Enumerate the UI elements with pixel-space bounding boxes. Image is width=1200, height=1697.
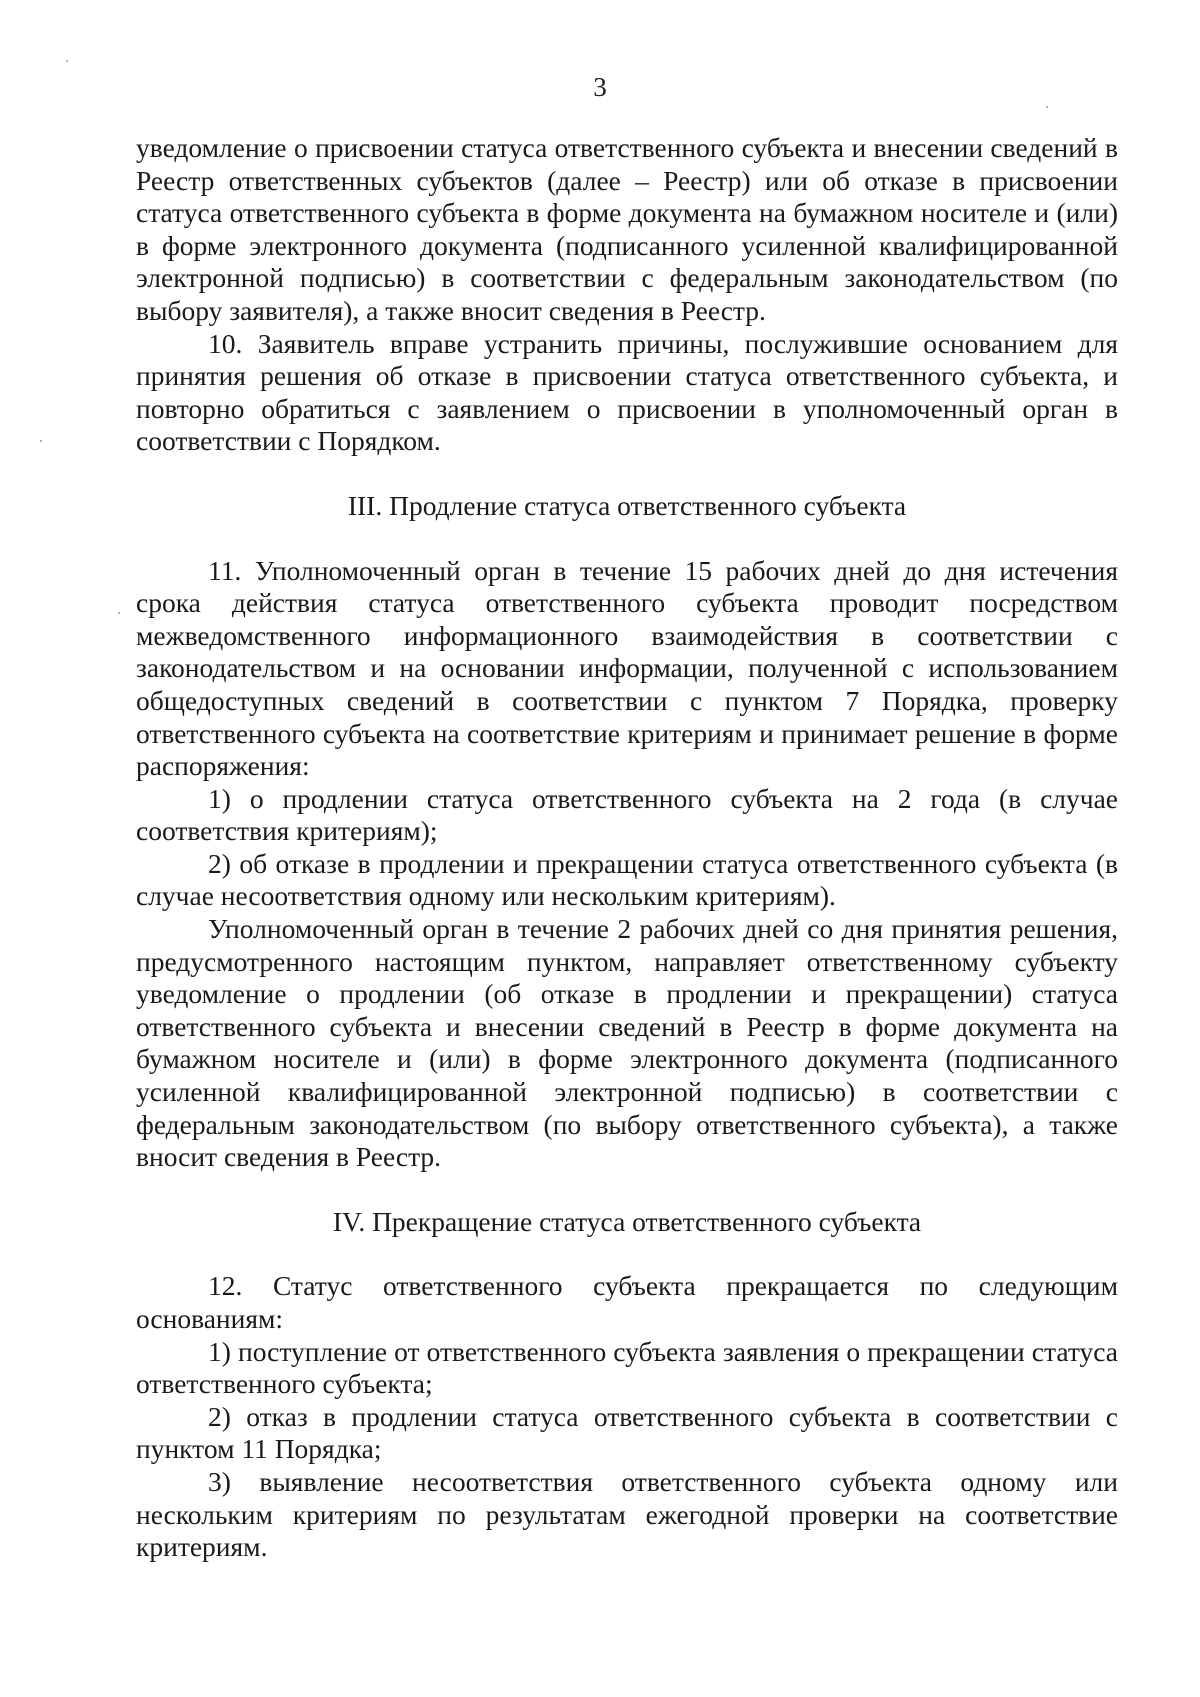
paragraph-10: 10. Заявитель вправе устранить причины, послужившие основанием для принятия решения об отказе в присвоении статуса ответственного субъекта, и повторно обратиться с заявлением о присвоении в уполномоченный орган в соответствии с Порядком.: [136, 327, 1118, 457]
paragraph-12-item-1: 1) поступление от ответственного субъекта заявления о прекращении статуса ответственного субъекта;: [136, 1335, 1118, 1400]
paragraph-12: 12. Статус ответственного субъекта прекращается по следующим основаниям:: [136, 1270, 1118, 1334]
section-4-heading: IV. Прекращение статуса ответственного субъекта: [332, 1205, 922, 1237]
scan-speck: [118, 612, 120, 614]
paragraph-12-item-3: 3) выявление несоответствия ответственного субъекта одному или нескольким критериям по результатам ежегодной проверки на соответствие критериям.: [136, 1465, 1118, 1563]
scan-speck: [66, 60, 68, 62]
scan-speck: [1046, 106, 1048, 108]
paragraph-12-item-2: 2) отказ в продлении статуса ответственного субъекта в соответствии с пунктом 11 Порядка;: [136, 1400, 1118, 1465]
intro-paragraph: уведомление о присвоении статуса ответственного субъекта и внесении сведений в Реестр ответственных субъектов (далее – Реестр) или об отказе в присвоении статуса ответственного субъекта в форме документа на бумажном носителе и (или) в форме электронного документа (подписанного усиленной квалифицированной электронной подписью) в соответствии с федеральным законодательством (по выбору заявителя), а также вносит сведения в Реестр.: [136, 132, 1118, 326]
document-body: [136, 132, 1118, 1564]
paragraph-11-item-2: 2) об отказе в продлении и прекращении статуса ответственного субъекта (в случае несоответствия одному или нескольким критериям).: [136, 847, 1118, 912]
paragraph-11-item-1: 1) о продлении статуса ответственного субъекта на 2 года (в случае соответствия критериям);: [136, 782, 1118, 847]
paragraph-11-notice: Уполномоченный орган в течение 2 рабочих дней со дня принятия решения, предусмотренного настоящим пунктом, направляет ответственному субъекту уведомление о продлении (об отказе в продлении и прекращении) статуса ответственного субъекта и внесении сведений в Реестр в форме документа на бумажном носителе и (или) в форме электронного документа (подписанного усиленной квалифицированной электронной подписью) в соответствии с федеральным законодательством (по выбору ответственного субъекта), а также вносит сведения в Реестр.: [136, 913, 1118, 1173]
scan-speck: [40, 440, 42, 442]
section-3-heading: III. Продление статуса ответственного субъекта: [347, 489, 907, 521]
paragraph-11: 11. Уполномоченный орган в течение 15 рабочих дней до дня истечения срока действия статуса ответственного субъекта проводит посредством межведомственного информационного взаимодействия в соответствии с законодательством и на основании информации, полученной с использованием общедоступных сведений в соответствии с пунктом 7 Порядка, проверку ответственного субъекта на соответствие критериям и принимает решение в форме распоряжения:: [136, 554, 1118, 782]
page-number: 3: [593, 72, 607, 102]
